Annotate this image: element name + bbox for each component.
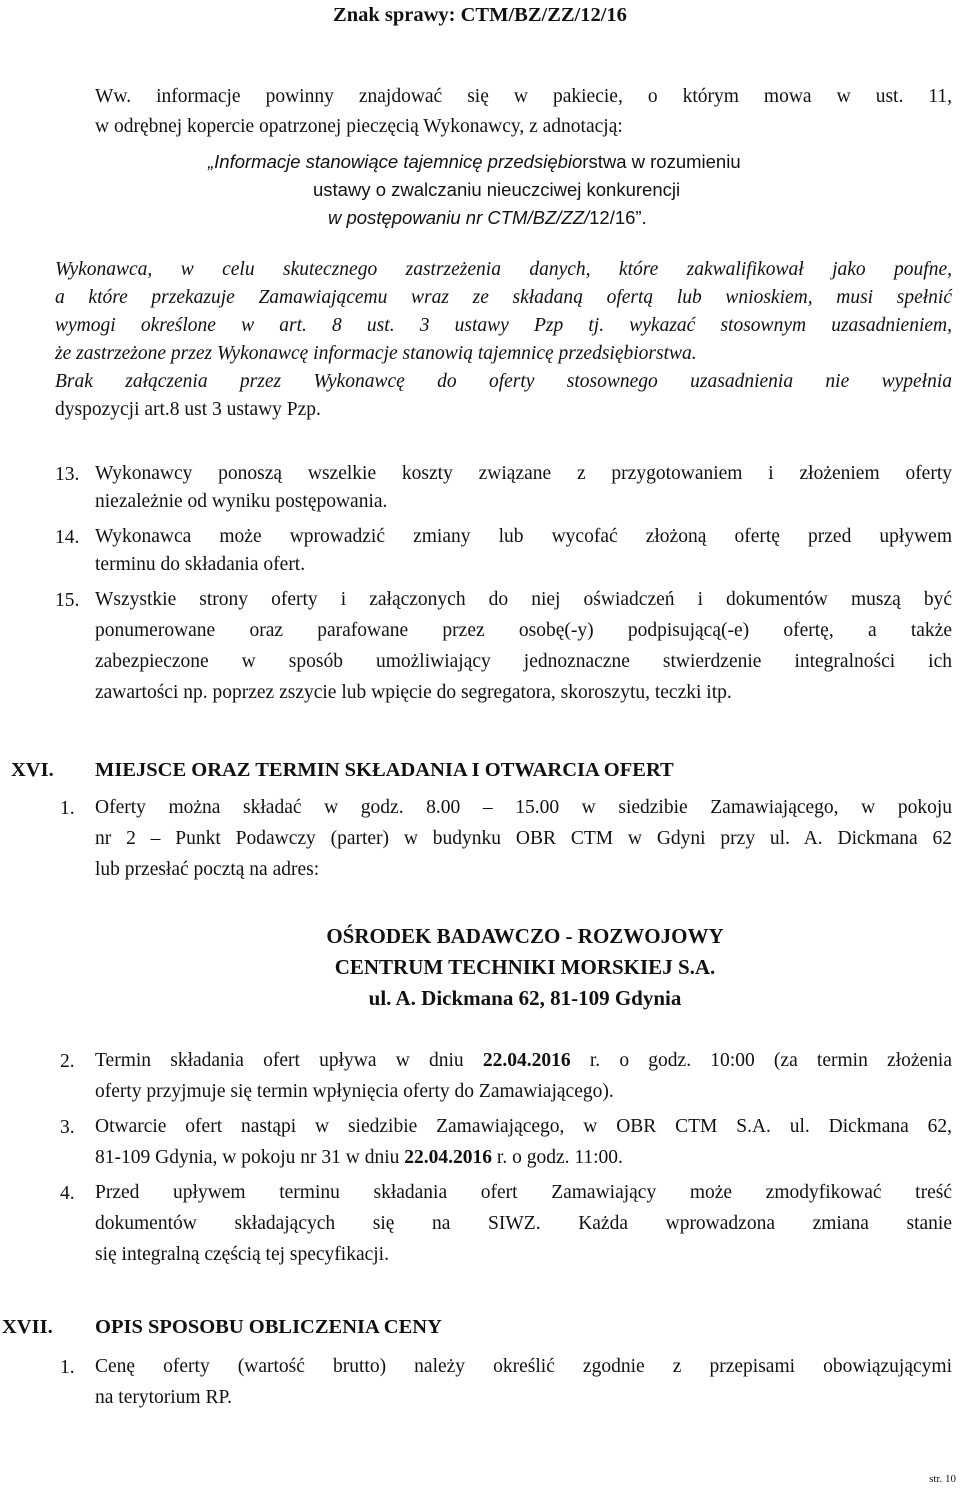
section-17-title: OPIS SPOSOBU OBLICZENIA CENY <box>95 1316 442 1338</box>
s16-item-4-line-2: dokumentów składających się na SIWZ. Każda wprowadzona zmiana stanie <box>95 1213 952 1234</box>
s17-item-1-line-1: Cenę oferty (wartość brutto) należy określić zgodnie z przepisami obowiązującymi <box>95 1356 952 1377</box>
item-15-line-3: zabezpieczone w sposób umożliwiający jednoznaczne stwierdzenie integralności ich <box>95 651 952 672</box>
intro-line-2: w odrębnej kopercie opatrzonej pieczęcią Wykonawcy, z adnotacją: <box>95 116 623 137</box>
s16-item-3-text-a: 81-109 Gdynia, w pokoju nr 31 w dniu <box>95 1147 405 1168</box>
s17-item-1-number: 1. <box>60 1357 75 1378</box>
address-line-2: CENTRUM TECHNIKI MORSKIEJ S.A. <box>334 955 716 979</box>
italic-para-line-2: a które przekazuje Zamawiającemu wraz ze składaną ofertą lub wnioskiem, musi spełnić <box>55 287 952 308</box>
s16-item-3-opening-date: 22.04.2016 <box>404 1147 493 1168</box>
s16-item-2-text-a: Termin składania ofert upływa w dniu <box>95 1050 483 1071</box>
s16-item-2-line-1 <box>95 1049 952 1073</box>
s16-item-4-line-1: Przed upływem terminu składania ofert Zamawiający może zmodyfikować treść <box>95 1182 952 1203</box>
address-line-3: ul. A. Dickmana 62, 81-109 Gdynia <box>368 986 682 1010</box>
case-number-header: Znak sprawy: CTM/BZ/ZZ/12/16 <box>333 4 627 26</box>
page-number: str. 10 <box>929 1473 956 1485</box>
s16-item-1-line-2: nr 2 – Punkt Podawczy (parter) w budynku OBR CTM w Gdyni przy ul. A. Dickmana 62 <box>95 828 952 849</box>
item-13-number: 13. <box>55 464 80 485</box>
item-14-line-1: Wykonawca może wprowadzić zmiany lub wycofać złożoną ofertę przed upływem <box>95 526 952 547</box>
quote-line-3-rest: 12/16”. <box>589 207 647 228</box>
italic-para-line-3: wymogi określone w art. 8 ust. 3 ustawy Pzp tj. wykazać stosownym uzasadnieniem, <box>55 315 952 336</box>
italic-para-line-1: Wykonawca, w celu skutecznego zastrzeżenia danych, które zakwalifikował jako poufne, <box>55 259 952 280</box>
s16-item-2-text-c: r. o godz. 10:00 (za termin złożenia <box>570 1050 952 1071</box>
item-14-number: 14. <box>55 527 80 548</box>
section-17-number: XVII. <box>2 1316 53 1338</box>
s17-item-1-line-2: na terytorium RP. <box>95 1387 233 1408</box>
quote-line-3 <box>328 204 647 231</box>
quote-line-3-italic: w postępowaniu nr CTM/BZ/ZZ/ <box>328 207 590 228</box>
s16-item-1-line-3: lub przesłać pocztą na adres: <box>95 859 320 880</box>
item-14-line-2: terminu do składania ofert. <box>95 554 306 575</box>
italic-para-line-6: dyspozycji art.8 ust 3 ustawy Pzp. <box>55 399 321 420</box>
s16-item-3-text-c: r. o godz. 11:00. <box>492 1147 623 1168</box>
item-15-line-4: zawartości np. poprzez zszycie lub wpięcie do segregatora, skoroszytu, teczki itp. <box>95 682 732 703</box>
s16-item-3-line-2 <box>95 1146 623 1170</box>
item-15-line-1: Wszystkie strony oferty i załączonych do niej oświadczeń i dokumentów muszą być <box>95 589 952 610</box>
s16-item-2-number: 2. <box>60 1051 75 1072</box>
intro-line-1: Ww. informacje powinny znajdować się w pakiecie, o którym mowa w ust. 11, <box>95 86 952 107</box>
s16-item-4-line-3: się integralną częścią tej specyfikacji. <box>95 1244 389 1265</box>
item-13-line-1: Wykonawcy ponoszą wszelkie koszty związane z przygotowaniem i złożeniem oferty <box>95 463 952 484</box>
italic-para-line-5: Brak załączenia przez Wykonawcę do oferty stosownego uzasadnienia nie wypełnia <box>55 371 952 392</box>
quote-line-1-rest: rstwa w rozumieniu <box>582 151 741 172</box>
italic-para-line-4: że zastrzeżone przez Wykonawcę informacje stanowią tajemnicę przedsiębiorstwa. <box>55 343 697 364</box>
s16-item-2-deadline-date: 22.04.2016 <box>482 1050 571 1071</box>
quote-line-2: ustawy o zwalczaniu nieuczciwej konkurencji <box>313 179 681 200</box>
item-13-line-2: niezależnie od wyniku postępowania. <box>95 491 388 512</box>
section-16-number: XVI. <box>11 759 54 781</box>
s16-item-1-line-1: Oferty można składać w godz. 8.00 – 15.00 w siedzibie Zamawiającego, w pokoju <box>95 797 952 818</box>
s16-item-4-number: 4. <box>60 1183 75 1204</box>
address-line-1: OŚRODEK BADAWCZO - ROZWOJOWY <box>326 924 724 948</box>
quote-line-1-italic: „Informacje stanowiące tajemnicę przedsiębio <box>208 151 583 172</box>
item-15-line-2: ponumerowane oraz parafowane przez osobę(-y) podpisującą(-e) ofertę, a także <box>95 620 952 641</box>
s16-item-2-line-2: oferty przyjmuje się termin wpłynięcia oferty do Zamawiającego). <box>95 1081 614 1102</box>
s16-item-1-number: 1. <box>60 798 75 819</box>
item-15-number: 15. <box>55 590 80 611</box>
section-16-title: MIEJSCE ORAZ TERMIN SKŁADANIA I OTWARCIA OFERT <box>95 759 674 781</box>
quote-line-1 <box>208 148 741 175</box>
s16-item-3-number: 3. <box>60 1117 75 1138</box>
s16-item-3-line-1: Otwarcie ofert nastąpi w siedzibie Zamawiającego, w OBR CTM S.A. ul. Dickmana 62, <box>95 1116 952 1137</box>
